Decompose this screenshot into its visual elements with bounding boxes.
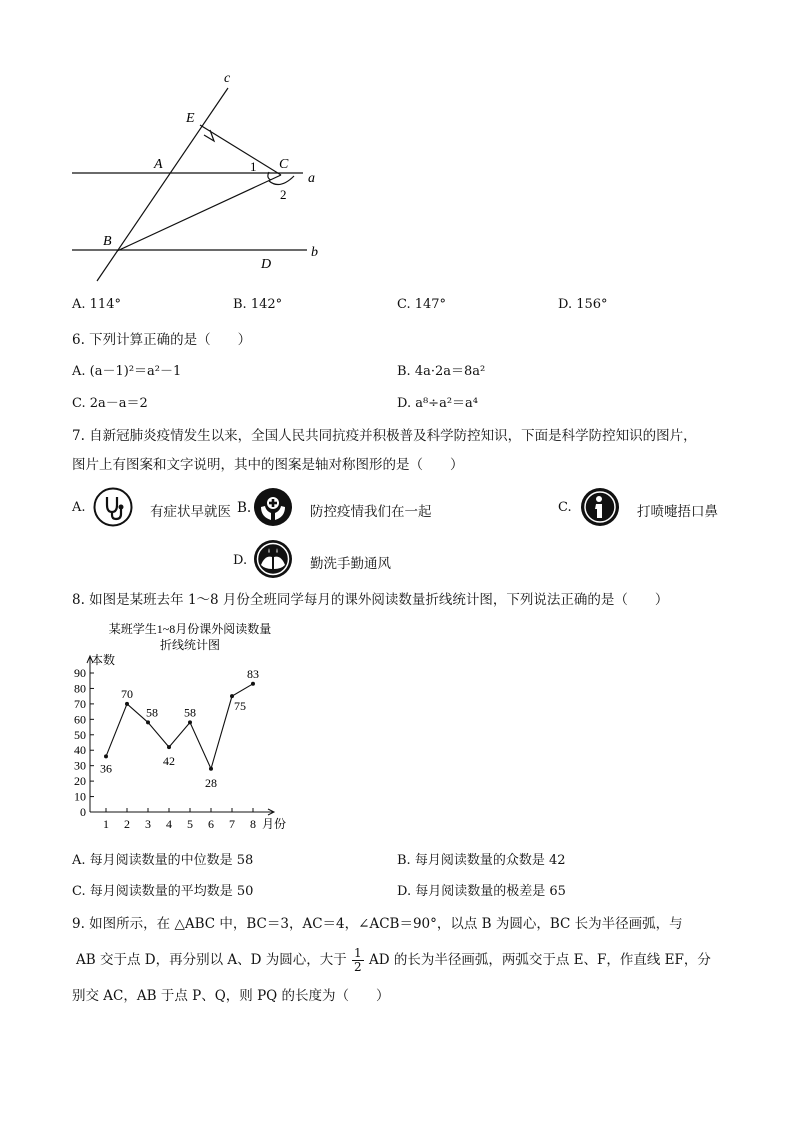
- label-angle-1: 1: [250, 159, 257, 174]
- q9-line2: [76, 947, 711, 974]
- x-tick-label: 8: [250, 817, 256, 831]
- label-D: D: [261, 257, 272, 272]
- q5-option-a: A. 114°: [72, 297, 121, 312]
- q7-option-a-text: 有症状早就医: [150, 504, 231, 520]
- q7-stem-line2: 图片上有图案和文字说明，其中的图案是轴对称图形的是（ ）: [72, 457, 464, 473]
- data-label: 70: [121, 686, 133, 701]
- q8-option-b: B. 每月阅读数量的众数是 42: [397, 853, 566, 868]
- fraction-denominator: 2: [354, 960, 362, 974]
- data-point: [230, 694, 234, 698]
- data-point: [125, 702, 129, 706]
- q6-option-a: A. (a－1)²＝a²－1: [72, 364, 182, 379]
- hands-cross-icon: [253, 487, 293, 527]
- chart-y-label: 本数: [91, 653, 116, 667]
- data-label: 83: [247, 666, 259, 681]
- q6-stem: 6. 下列计算正确的是（ ）: [72, 332, 252, 348]
- y-tick-label: 0: [80, 805, 86, 819]
- q8-option-c: C. 每月阅读数量的平均数是 50: [72, 884, 254, 899]
- x-tick-label: 2: [124, 817, 130, 831]
- q6-option-b: B. 4a·2a＝8a²: [397, 364, 486, 379]
- q9-line3: 别交 AC，AB 于点 P、Q，则 PQ 的长度为（ ）: [72, 988, 390, 1004]
- data-point: [209, 767, 213, 771]
- q9-line1: 9. 如图所示，在 △ABC 中，BC＝3，AC＝4，∠ACB＝90°，以点 B 为圆心，BC 长为半径画弧，与: [72, 916, 683, 932]
- data-point: [251, 682, 255, 686]
- y-tick-label: 30: [74, 758, 86, 773]
- fraction-one-half: [352, 947, 364, 974]
- label-angle-2: 2: [280, 187, 287, 202]
- segment-EC: [200, 125, 281, 175]
- y-tick-label: 10: [74, 789, 86, 804]
- q8-option-d: D. 每月阅读数量的极差是 65: [397, 884, 566, 899]
- y-tick-label: 60: [74, 712, 86, 727]
- q9-line2-part2: AD 的长为半径画弧，两弧交于点 E、F，作直线 EF，分: [368, 952, 711, 968]
- y-tick-label: 20: [74, 774, 86, 789]
- angle-2-arc: [269, 176, 294, 185]
- q7-option-c-letter: C.: [558, 500, 572, 515]
- reading-line-chart: [62, 618, 302, 836]
- q7-option-d-text: 勤洗手勤通风: [310, 556, 391, 572]
- x-tick-label: 5: [187, 817, 193, 831]
- cover-sneeze-icon: [580, 487, 620, 527]
- q7-stem-line1: 7. 自新冠肺炎疫情发生以来，全国人民共同抗疫并积极普及科学防控知识，下面是科学防控知识的图片，: [72, 428, 697, 444]
- stethoscope-icon: [93, 487, 133, 527]
- data-point: [167, 745, 171, 749]
- x-tick-label: 3: [145, 817, 151, 831]
- data-label: 75: [234, 699, 246, 714]
- chart-title: 某班学生1~8月份课外阅读数量: [108, 622, 272, 636]
- q5-option-d: D. 156°: [558, 297, 608, 312]
- line-c: [97, 88, 228, 281]
- data-label: 58: [184, 705, 196, 720]
- data-label: 36: [100, 761, 112, 776]
- q7-option-d-letter: D.: [233, 553, 248, 568]
- x-tick-label: 7: [229, 817, 235, 831]
- label-B: B: [103, 234, 112, 249]
- q8-stem: 8. 如图是某班去年 1～8 月份全班同学每月的课外阅读数量折线统计图，下列说法正确的是（ ）: [72, 592, 669, 608]
- x-tick-label: 1: [103, 817, 109, 831]
- label-c: c: [224, 71, 231, 86]
- q7-option-b-letter: B.: [237, 500, 252, 516]
- q6-option-d: D. a⁸÷a²＝a⁴: [397, 396, 479, 411]
- fraction-numerator: 1: [354, 946, 362, 960]
- data-point: [104, 754, 108, 758]
- chart-subtitle: 折线统计图: [159, 638, 221, 652]
- geometry-figure-q5: [60, 68, 340, 290]
- data-point: [146, 720, 150, 724]
- x-tick-label: 6: [208, 817, 214, 831]
- right-angle-mark: [204, 130, 214, 141]
- q9-line2-part1: AB 交于点 D，再分别以 A、D 为圆心，大于: [76, 952, 347, 968]
- q8-option-a: A. 每月阅读数量的中位数是 58: [72, 853, 254, 868]
- q6-option-c: C. 2a－a＝2: [72, 396, 148, 411]
- q5-option-c: C. 147°: [397, 297, 447, 312]
- q5-option-b: B. 142°: [233, 297, 283, 312]
- data-label: 58: [146, 705, 158, 720]
- chart-x-label: 月份: [262, 817, 287, 831]
- y-tick-label: 50: [74, 727, 86, 742]
- segment-BC: [117, 175, 281, 251]
- hand-washing-icon: [253, 539, 293, 579]
- data-point: [188, 720, 192, 724]
- label-C: C: [279, 157, 289, 172]
- y-tick-label: 40: [74, 743, 86, 758]
- data-label: 42: [163, 754, 175, 769]
- q7-option-b-text: 防控疫情我们在一起: [310, 504, 432, 520]
- x-tick-label: 4: [166, 817, 172, 831]
- label-A: A: [154, 157, 163, 172]
- y-tick-label: 80: [74, 681, 86, 696]
- y-tick-label: 70: [74, 696, 86, 711]
- data-label: 28: [205, 775, 217, 790]
- label-b: b: [311, 245, 318, 260]
- q7-option-a-letter: A.: [72, 500, 86, 515]
- y-tick-label: 90: [74, 666, 86, 680]
- q7-option-c-text: 打喷嚏捂口鼻: [637, 504, 718, 520]
- label-E: E: [186, 111, 195, 126]
- label-a: a: [308, 171, 315, 186]
